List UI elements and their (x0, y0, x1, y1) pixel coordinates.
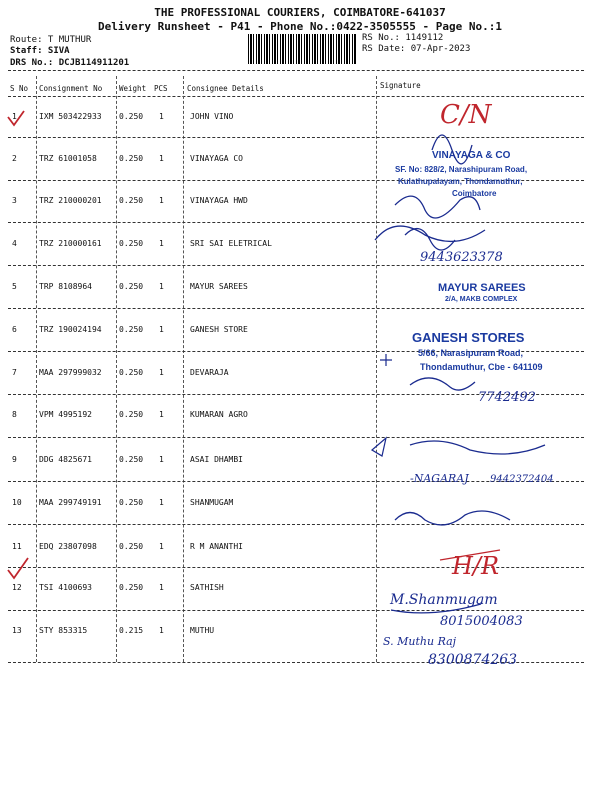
stamp-ganesh-name: GANESH STORES (412, 330, 525, 345)
rs-date: RS Date: 07-Apr-2023 (362, 44, 471, 54)
cell-weight: 0.250 (119, 455, 144, 464)
cell-consignee: JOHN VINO (190, 112, 234, 121)
stamp-mayur-name: MAYUR SAREES (438, 282, 526, 294)
cell-weight: 0.250 (119, 154, 144, 163)
handwritten-cn: C/N (440, 100, 492, 130)
cell-pcs: 1 (159, 498, 164, 507)
cell-sno: 2 (12, 154, 17, 163)
rs-number: RS No.: 1149112 (362, 33, 444, 43)
cell-consignment-no: VPM 4995192 (39, 410, 92, 419)
cell-sno: 7 (12, 368, 17, 377)
row-divider (8, 524, 584, 525)
table-row (0, 239, 600, 249)
stamp-vinayaga-address: SF. No: 828/2, Narashipuram Road, (395, 165, 528, 174)
cell-consignment-no: IXM 503422933 (39, 112, 102, 121)
cell-consignment-no: MAA 299749191 (39, 498, 102, 507)
cell-consignment-no: TRZ 210000161 (39, 239, 102, 248)
cell-consignment-no: TRZ 61001058 (39, 154, 97, 163)
stamp-mayur-address: 2/A, MAKB COMPLEX (445, 296, 518, 303)
row-divider (8, 137, 584, 138)
handwritten-phone: 7742492 (478, 390, 536, 405)
handwritten-phone: 9443623378 (420, 250, 503, 265)
cell-consignment-no: MAA 297999032 (39, 368, 102, 377)
col-header-pcs: PCS (154, 84, 168, 93)
cell-consignee: MAYUR SAREES (190, 282, 248, 291)
stamp-ganesh-address: 5/66, Narasipuram Road, (418, 348, 524, 358)
cell-pcs: 1 (159, 368, 164, 377)
table-row (0, 542, 600, 552)
barcode (248, 34, 356, 64)
cell-weight: 0.250 (119, 196, 144, 205)
cell-consignee: SHANMUGAM (190, 498, 234, 507)
cell-pcs: 1 (159, 154, 164, 163)
col-header-consignee: Consignee Details (187, 84, 264, 93)
cell-sno: 3 (12, 196, 17, 205)
cell-weight: 0.250 (119, 368, 144, 377)
row-divider (8, 610, 584, 611)
table-row (0, 112, 600, 122)
row-divider (8, 222, 584, 223)
cell-consignment-no: STY 853315 (39, 626, 88, 635)
cell-pcs: 1 (159, 455, 164, 464)
cell-sno: 6 (12, 325, 17, 334)
handwritten-phone: 8015004083 (440, 614, 523, 629)
cell-weight: 0.250 (119, 583, 144, 592)
staff-label: Staff: SIVA (10, 46, 70, 56)
cell-sno: 13 (12, 626, 22, 635)
company-title: THE PROFESSIONAL COURIERS, COIMBATORE-641037 (154, 6, 446, 19)
handwritten-hr: H/R (452, 552, 500, 580)
cell-weight: 0.250 (119, 498, 144, 507)
stamp-vinayaga-address: Kulathupalayam, Thondamuthur, (398, 177, 523, 186)
handwritten-name: -NAGARAJ (410, 472, 469, 485)
col-header-consignment: Consignment No (39, 84, 103, 93)
cell-consignee: KUMARAN AGRO (190, 410, 248, 419)
stamp-ganesh-address: Thondamuthur, Cbe - 641109 (420, 362, 543, 372)
handwritten-phone: 9442372404 (490, 474, 554, 485)
table-row (0, 196, 600, 206)
handwritten-name: M.Shanmugam (390, 592, 498, 608)
col-header-weight: Weight (119, 84, 147, 93)
cell-consignee: VINAYAGA HWD (190, 196, 248, 205)
cell-consignee: SRI SAI ELETRICAL (190, 239, 272, 248)
cell-sno: 4 (12, 239, 17, 248)
cell-consignee: ASAI DHAMBI (190, 455, 243, 464)
drs-number: DRS No.: DCJB114911201 (10, 58, 130, 68)
cell-consignment-no: DDG 4825671 (39, 455, 92, 464)
cell-consignment-no: TSI 4100693 (39, 583, 92, 592)
cell-pcs: 1 (159, 626, 164, 635)
row-divider (8, 437, 584, 438)
cell-consignee: MUTHU (190, 626, 215, 635)
table-row (0, 410, 600, 420)
cell-pcs: 1 (159, 239, 164, 248)
handwritten-phone: 8300874263 (428, 652, 518, 668)
col-header-sno: S No (10, 84, 29, 93)
col-header-signature: Signature (380, 81, 421, 90)
handwritten-name: S. Muthu Raj (383, 635, 457, 648)
table-row (0, 498, 600, 508)
route-label: Route: T MUTHUR (10, 35, 92, 45)
stamp-vinayaga-address: Coimbatore (452, 189, 497, 198)
cell-consignment-no: TRP 8108964 (39, 282, 92, 291)
cell-pcs: 1 (159, 325, 164, 334)
cell-sno: 9 (12, 455, 17, 464)
cell-weight: 0.250 (119, 325, 144, 334)
cell-sno: 10 (12, 498, 22, 507)
cell-sno: 11 (12, 542, 22, 551)
cell-pcs: 1 (159, 583, 164, 592)
header-divider-top (8, 70, 584, 71)
table-row (0, 583, 600, 593)
cell-consignee: VINAYAGA CO (190, 154, 243, 163)
cell-consignee: R M ANANTHI (190, 542, 243, 551)
row-divider (8, 308, 584, 309)
cell-weight: 0.250 (119, 410, 144, 419)
cell-pcs: 1 (159, 282, 164, 291)
cell-weight: 0.250 (119, 542, 144, 551)
cell-weight: 0.250 (119, 282, 144, 291)
cell-sno: 5 (12, 282, 17, 291)
cell-pcs: 1 (159, 196, 164, 205)
cell-consignee: DEVARAJA (190, 368, 229, 377)
cell-consignee: SATHISH (190, 583, 224, 592)
cell-sno: 8 (12, 410, 17, 419)
header-divider-bottom (8, 96, 584, 97)
cell-consignment-no: TRZ 210000201 (39, 196, 102, 205)
cell-pcs: 1 (159, 542, 164, 551)
cell-weight: 0.215 (119, 626, 144, 635)
cell-pcs: 1 (159, 112, 164, 121)
row-divider (8, 265, 584, 266)
cell-weight: 0.250 (119, 239, 144, 248)
stamp-vinayaga-name: VINAYAGA & CO (432, 150, 511, 161)
cell-weight: 0.250 (119, 112, 144, 121)
table-row (0, 455, 600, 465)
cell-sno: 12 (12, 583, 22, 592)
cell-pcs: 1 (159, 410, 164, 419)
cell-sno: 1 (12, 112, 17, 121)
runsheet-title: Delivery Runsheet - P41 - Phone No.:0422-3505555 - Page No.:1 (98, 20, 502, 33)
cell-consignee: GANESH STORE (190, 325, 248, 334)
cell-consignment-no: TRZ 190024194 (39, 325, 102, 334)
cell-consignment-no: EDQ 23807098 (39, 542, 97, 551)
